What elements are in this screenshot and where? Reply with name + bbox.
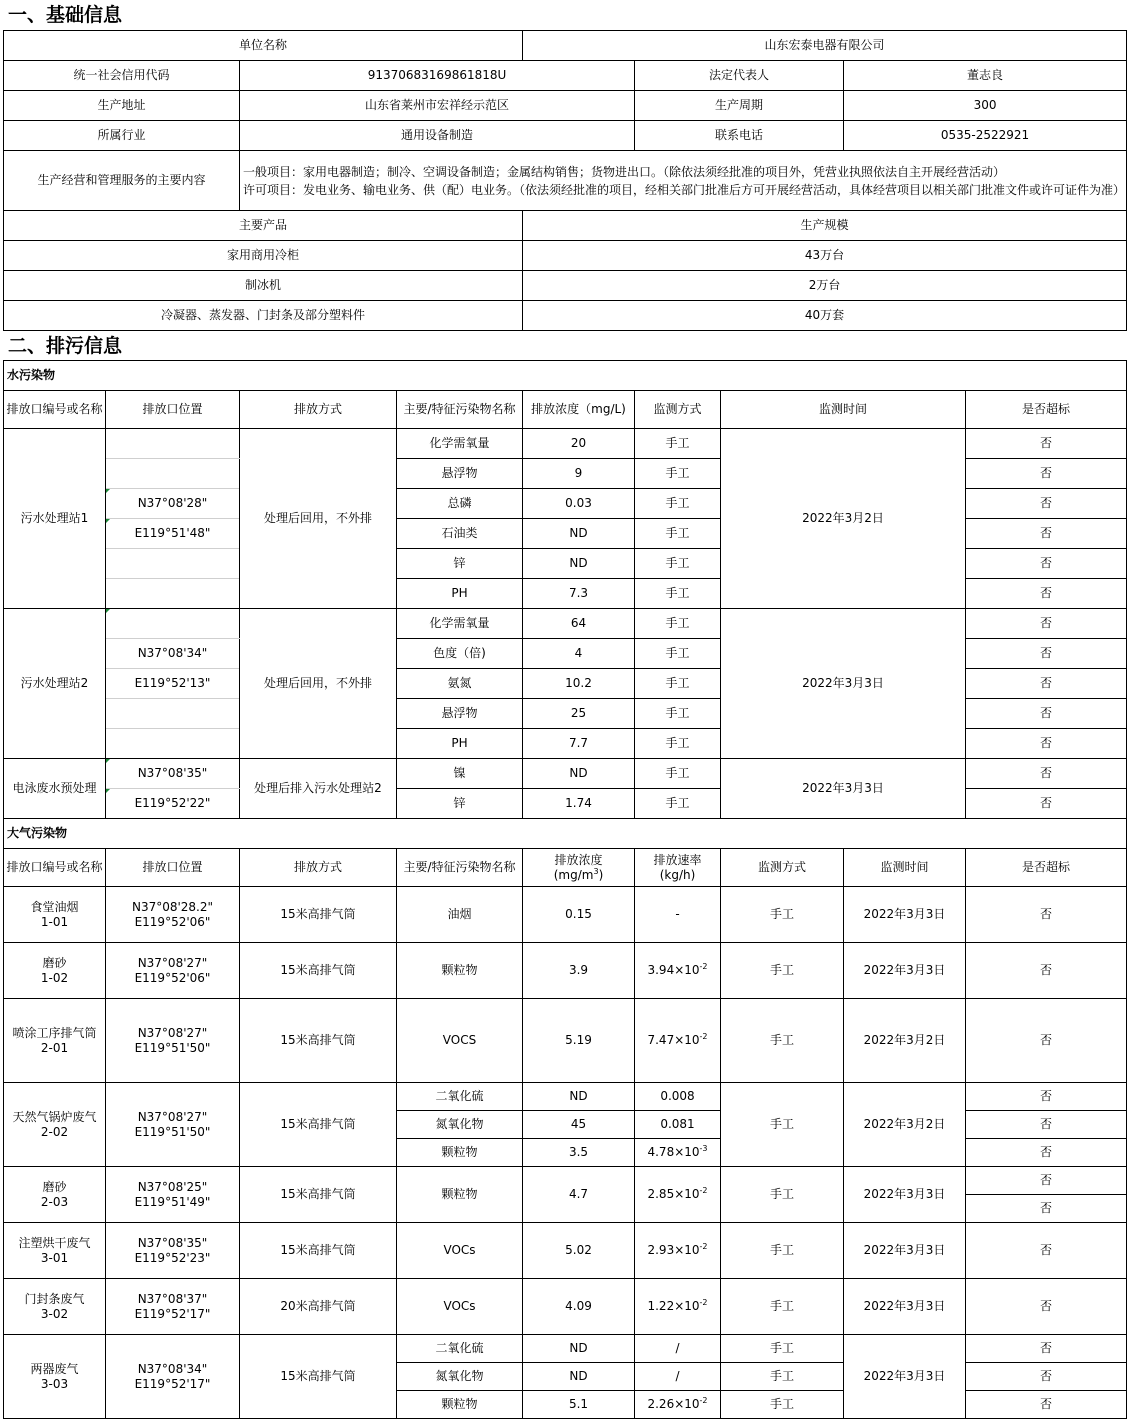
emission-rate (635, 1167, 721, 1223)
water-header-method: 排放方式 (240, 391, 397, 429)
section-title-basic: 一、基础信息 (8, 4, 123, 26)
pollutant-name: PH (397, 579, 523, 609)
scope-label: 生产经营和管理服务的主要内容 (4, 151, 240, 211)
exceed-flag: 否 (966, 699, 1127, 729)
pollutant-name: 色度（倍) (397, 639, 523, 669)
phone-value: 0535-2522921 (844, 121, 1127, 151)
monitor-mode: 手工 (721, 887, 844, 943)
location-blank (106, 699, 240, 729)
location-lon: E119°51'50" (134, 1124, 211, 1139)
pollutant-name: 镍 (397, 759, 523, 789)
monitor-mode: 手工 (635, 639, 721, 669)
exceed-flag: 否 (966, 609, 1127, 639)
water-outlet-name: 污水处理站1 (4, 429, 106, 609)
pollutant-name: 二氧化硫 (397, 1335, 523, 1363)
rate-exp: -2 (699, 962, 708, 971)
pollutant-name: VOCs (397, 1279, 523, 1335)
concentration: 5.1 (523, 1391, 635, 1419)
exceed-flag: 否 (966, 1111, 1127, 1139)
air-outlet-name (4, 1279, 106, 1335)
monitor-time: 2022年3月3日 (844, 1279, 966, 1335)
water-header-concentration: 排放浓度（mg/L) (523, 391, 635, 429)
exceed-flag: 否 (966, 1223, 1127, 1279)
monitor-mode: 手工 (721, 999, 844, 1083)
concentration: 3.9 (523, 943, 635, 999)
exceed-flag: 否 (966, 639, 1127, 669)
product-scale: 2万台 (523, 271, 1127, 301)
address-label: 生产地址 (4, 91, 240, 121)
outlet-code: 1-02 (40, 970, 69, 985)
location-blank (106, 459, 240, 489)
scope-line-2: 许可项目：发电业务、输电业务、供（配）电业务。（依法须经批准的项目，经相关部门批准后方可开展经营活动，具体经营项目以相关部门批准文件或许可证件为准） (243, 182, 1126, 197)
outlet-code: 3-02 (40, 1306, 69, 1321)
exceed-flag: 否 (966, 789, 1127, 819)
rate-exp: -2 (699, 1396, 708, 1405)
exceed-flag: 否 (966, 579, 1127, 609)
air-header-concentration (523, 849, 635, 887)
water-header-location: 排放口位置 (106, 391, 240, 429)
monitor-time: 2022年3月3日 (844, 943, 966, 999)
concentration: 20 (523, 429, 635, 459)
section-title-pollution: 二、排污信息 (8, 335, 123, 357)
monitor-mode: 手工 (635, 489, 721, 519)
monitor-time: 2022年3月3日 (844, 1335, 966, 1419)
pollutant-name: 氮氧化物 (397, 1111, 523, 1139)
monitor-time: 2022年3月3日 (844, 1223, 966, 1279)
concentration: ND (523, 759, 635, 789)
basic-info-table (3, 30, 1127, 331)
header-unit: (mg/m (553, 867, 594, 882)
location-lon: E119°52'17" (134, 1376, 211, 1391)
outlet-label: 喷涂工序排气筒 (12, 1025, 97, 1040)
pollutant-name: 颗粒物 (397, 1167, 523, 1223)
monitor-mode: 手工 (635, 549, 721, 579)
pollutant-name: 悬浮物 (397, 459, 523, 489)
monitor-time: 2022年3月3日 (844, 1167, 966, 1223)
monitor-mode: 手工 (721, 943, 844, 999)
exceed-flag: 否 (966, 459, 1127, 489)
pollutant-name: VOCS (397, 999, 523, 1083)
pollutant-name: 锌 (397, 549, 523, 579)
water-discharge-method: 处理后回用，不外排 (240, 429, 397, 609)
header-text: 排放速率 (653, 852, 702, 867)
emission-rate: / (635, 1335, 721, 1363)
unit-label: 单位名称 (4, 31, 523, 61)
rate-base: 3.94×10 (647, 963, 700, 977)
location-lat: N37°08'27" (137, 1025, 208, 1040)
monitor-mode: 手工 (721, 1083, 844, 1167)
concentration: 4.7 (523, 1167, 635, 1223)
concentration: 10.2 (523, 669, 635, 699)
product-scale: 40万套 (523, 301, 1127, 331)
location-blank (106, 579, 240, 609)
water-discharge-method: 处理后排入污水处理站2 (240, 759, 397, 819)
location-lon: E119°52'06" (134, 970, 211, 985)
concentration: 64 (523, 609, 635, 639)
exceed-flag: 否 (966, 489, 1127, 519)
monitor-mode: 手工 (721, 1223, 844, 1279)
product-name: 制冰机 (4, 271, 523, 301)
location-lon: E119°51'49" (134, 1194, 211, 1209)
outlet-label: 食堂油烟 (30, 899, 79, 914)
location-lat: N37°08'28" (106, 489, 240, 519)
header-unit-sup: 3 (593, 866, 599, 876)
concentration: ND (523, 549, 635, 579)
emission-rate: / (635, 1363, 721, 1391)
rate-base: 4.78×10 (647, 1145, 700, 1159)
monitor-mode: 手工 (721, 1279, 844, 1335)
exceed-flag: 否 (966, 429, 1127, 459)
location-lat: N37°08'28.2" (131, 899, 214, 914)
scale-header: 生产规模 (523, 211, 1127, 241)
location-lon: E119°52'06" (134, 914, 211, 929)
air-pollutant-table (3, 818, 1127, 1419)
outlet-code: 3-01 (40, 1250, 69, 1265)
industry-value: 通用设备制造 (240, 121, 635, 151)
monitor-mode: 手工 (635, 459, 721, 489)
air-discharge-method: 15米高排气筒 (240, 1223, 397, 1279)
emission-rate: - (635, 887, 721, 943)
monitor-mode: 手工 (721, 1167, 844, 1223)
pollutant-name: 颗粒物 (397, 943, 523, 999)
monitor-time: 2022年3月3日 (721, 759, 966, 819)
rate-exp: -2 (699, 1298, 708, 1307)
product-scale: 43万台 (523, 241, 1127, 271)
exceed-flag: 否 (966, 519, 1127, 549)
location-lon: E119°52'22" (106, 789, 240, 819)
concentration: ND (523, 1363, 635, 1391)
outlet-label: 门封条废气 (24, 1291, 85, 1306)
concentration: 7.7 (523, 729, 635, 759)
monitor-mode: 手工 (635, 789, 721, 819)
location-blank (106, 609, 240, 639)
rate-exp: -2 (699, 1032, 708, 1041)
location-lat: N37°08'27" (137, 955, 208, 970)
location-lat: N37°08'37" (137, 1291, 208, 1306)
air-location (106, 943, 240, 999)
monitor-mode: 手工 (635, 609, 721, 639)
emission-rate: 0.081 (635, 1111, 721, 1139)
location-blank (106, 429, 240, 459)
concentration: 4 (523, 639, 635, 669)
air-location (106, 1083, 240, 1167)
water-discharge-method: 处理后回用，不外排 (240, 609, 397, 759)
water-outlet-name: 污水处理站2 (4, 609, 106, 759)
outlet-code: 2-03 (40, 1194, 69, 1209)
air-location (106, 1279, 240, 1335)
concentration: 9 (523, 459, 635, 489)
exceed-flag: 否 (966, 1279, 1127, 1335)
air-outlet-name (4, 999, 106, 1083)
emission-rate (635, 943, 721, 999)
outlet-label: 两器废气 (30, 1361, 79, 1376)
location-lon: E119°51'50" (134, 1040, 211, 1055)
air-header-location: 排放口位置 (106, 849, 240, 887)
air-discharge-method: 15米高排气筒 (240, 1167, 397, 1223)
pollutant-name: VOCs (397, 1223, 523, 1279)
exceed-flag: 否 (966, 1167, 1127, 1195)
scope-value (240, 151, 1127, 211)
outlet-label: 磨砂 (42, 955, 67, 970)
air-subtitle: 大气污染物 (4, 819, 1127, 849)
air-location (106, 999, 240, 1083)
air-header-time: 监测时间 (844, 849, 966, 887)
monitor-time: 2022年3月2日 (844, 1083, 966, 1167)
exceed-flag: 否 (966, 1335, 1127, 1363)
product-name: 冷凝器、蒸发器、门封条及部分塑料件 (4, 301, 523, 331)
header-text: 排放浓度 (554, 852, 603, 867)
exceed-flag: 否 (966, 887, 1127, 943)
monitor-mode: 手工 (635, 759, 721, 789)
air-outlet-name (4, 887, 106, 943)
concentration: 3.5 (523, 1139, 635, 1167)
water-header-monitor: 监测方式 (635, 391, 721, 429)
rate-base: 1.22×10 (647, 1299, 700, 1313)
emission-rate (635, 1223, 721, 1279)
exceed-flag: 否 (966, 549, 1127, 579)
emission-rate (635, 1391, 721, 1419)
water-header-pollutant: 主要/特征污染物名称 (397, 391, 523, 429)
concentration: ND (523, 519, 635, 549)
air-header-method: 排放方式 (240, 849, 397, 887)
scope-line-1: 一般项目：家用电器制造；制冷、空调设备制造；金属结构销售；货物进出口。（除依法须经批准的项目外，凭营业执照依法自主开展经营活动） (243, 164, 1006, 179)
pollutant-name: 氨氮 (397, 669, 523, 699)
rate-base: 2.85×10 (647, 1187, 700, 1201)
concentration: ND (523, 1083, 635, 1111)
header-unit-close: ) (598, 867, 604, 882)
water-header-outlet: 排放口编号或名称 (4, 391, 106, 429)
emission-rate (635, 1279, 721, 1335)
exceed-flag: 否 (966, 1139, 1127, 1167)
rate-exp: -3 (699, 1144, 708, 1153)
air-header-exceed: 是否超标 (966, 849, 1127, 887)
concentration: 0.03 (523, 489, 635, 519)
monitor-mode: 手工 (635, 729, 721, 759)
pollutant-name: 颗粒物 (397, 1391, 523, 1419)
exceed-flag: 否 (966, 1083, 1127, 1111)
monitor-mode: 手工 (721, 1391, 844, 1419)
exceed-flag: 否 (966, 1391, 1127, 1419)
credit-value: 91370683169861818U (240, 61, 635, 91)
monitor-mode: 手工 (721, 1335, 844, 1363)
air-outlet-name (4, 1335, 106, 1419)
location-lat: N37°08'35" (106, 759, 240, 789)
legal-label: 法定代表人 (635, 61, 844, 91)
air-header-rate (635, 849, 721, 887)
legal-value: 董志良 (844, 61, 1127, 91)
concentration: 5.19 (523, 999, 635, 1083)
exceed-flag: 否 (966, 943, 1127, 999)
air-discharge-method: 15米高排气筒 (240, 999, 397, 1083)
rate-exp: -2 (699, 1186, 708, 1195)
air-header-monitor: 监测方式 (721, 849, 844, 887)
outlet-label: 天然气锅炉废气 (12, 1109, 97, 1124)
concentration: 7.3 (523, 579, 635, 609)
rate-base: 2.93×10 (647, 1243, 700, 1257)
concentration: ND (523, 1335, 635, 1363)
rate-exp: -2 (699, 1242, 708, 1251)
pollutant-name: 总磷 (397, 489, 523, 519)
monitor-time: 2022年3月3日 (844, 887, 966, 943)
pollutant-name: 化学需氧量 (397, 609, 523, 639)
outlet-label: 磨砂 (42, 1179, 67, 1194)
monitor-mode: 手工 (635, 519, 721, 549)
concentration: 1.74 (523, 789, 635, 819)
pollutant-name: 氮氧化物 (397, 1363, 523, 1391)
air-outlet-name (4, 1167, 106, 1223)
rate-base: 7.47×10 (647, 1033, 700, 1047)
location-lon: E119°51'48" (106, 519, 240, 549)
emission-rate (635, 1139, 721, 1167)
air-outlet-name (4, 943, 106, 999)
product-name: 家用商用冷柜 (4, 241, 523, 271)
location-lat: N37°08'35" (137, 1235, 208, 1250)
address-value: 山东省莱州市宏祥经示范区 (240, 91, 635, 121)
exceed-flag: 否 (966, 729, 1127, 759)
location-lon: E119°52'17" (134, 1306, 211, 1321)
pollutant-name: 化学需氧量 (397, 429, 523, 459)
monitor-time: 2022年3月2日 (844, 999, 966, 1083)
concentration: 4.09 (523, 1279, 635, 1335)
exceed-flag: 否 (966, 1195, 1127, 1223)
pollutant-name: PH (397, 729, 523, 759)
location-lon: E119°52'23" (134, 1250, 211, 1265)
exceed-flag: 否 (966, 669, 1127, 699)
exceed-flag: 否 (966, 1363, 1127, 1391)
monitor-mode: 手工 (635, 669, 721, 699)
location-blank (106, 549, 240, 579)
water-outlet-name: 电泳废水预处理 (4, 759, 106, 819)
industry-label: 所属行业 (4, 121, 240, 151)
air-location (106, 1223, 240, 1279)
emission-rate: 0.008 (635, 1083, 721, 1111)
pollutant-name: 悬浮物 (397, 699, 523, 729)
monitor-mode: 手工 (721, 1363, 844, 1391)
pollutant-name: 颗粒物 (397, 1139, 523, 1167)
rate-base: 2.26×10 (647, 1397, 700, 1411)
concentration: 25 (523, 699, 635, 729)
period-value: 300 (844, 91, 1127, 121)
concentration: 5.02 (523, 1223, 635, 1279)
location-blank (106, 729, 240, 759)
air-outlet-name (4, 1223, 106, 1279)
water-header-exceed: 是否超标 (966, 391, 1127, 429)
outlet-code: 2-02 (40, 1124, 69, 1139)
monitor-mode: 手工 (635, 429, 721, 459)
air-header-outlet: 排放口编号或名称 (4, 849, 106, 887)
header-unit: (kg/h) (659, 867, 696, 882)
period-label: 生产周期 (635, 91, 844, 121)
air-discharge-method: 15米高排气筒 (240, 1335, 397, 1419)
air-location (106, 887, 240, 943)
outlet-label: 注塑烘干废气 (18, 1235, 91, 1250)
water-pollutant-table (3, 360, 1127, 819)
location-lat: N37°08'27" (137, 1109, 208, 1124)
emission-rate (635, 999, 721, 1083)
pollutant-name: 二氧化硫 (397, 1083, 523, 1111)
monitor-mode: 手工 (635, 699, 721, 729)
outlet-code: 3-03 (40, 1376, 69, 1391)
unit-value: 山东宏泰电器有限公司 (523, 31, 1127, 61)
location-lat: N37°08'25" (137, 1179, 208, 1194)
concentration: 0.15 (523, 887, 635, 943)
air-header-pollutant: 主要/特征污染物名称 (397, 849, 523, 887)
air-discharge-method: 15米高排气筒 (240, 943, 397, 999)
water-subtitle: 水污染物 (4, 361, 1127, 391)
phone-label: 联系电话 (635, 121, 844, 151)
concentration: 45 (523, 1111, 635, 1139)
air-discharge-method: 15米高排气筒 (240, 887, 397, 943)
monitor-time: 2022年3月3日 (721, 609, 966, 759)
air-outlet-name (4, 1083, 106, 1167)
pollutant-name: 锌 (397, 789, 523, 819)
air-location (106, 1335, 240, 1419)
air-location (106, 1167, 240, 1223)
location-lat: N37°08'34" (106, 639, 240, 669)
credit-label: 统一社会信用代码 (4, 61, 240, 91)
monitor-time: 2022年3月2日 (721, 429, 966, 609)
exceed-flag: 否 (966, 759, 1127, 789)
pollutant-name: 石油类 (397, 519, 523, 549)
water-header-time: 监测时间 (721, 391, 966, 429)
air-discharge-method: 15米高排气筒 (240, 1083, 397, 1167)
location-lat: N37°08'34" (137, 1361, 208, 1376)
product-header: 主要产品 (4, 211, 523, 241)
air-discharge-method: 20米高排气筒 (240, 1279, 397, 1335)
pollutant-name: 油烟 (397, 887, 523, 943)
exceed-flag: 否 (966, 999, 1127, 1083)
outlet-code: 2-01 (40, 1040, 69, 1055)
monitor-mode: 手工 (635, 579, 721, 609)
outlet-code: 1-01 (40, 914, 69, 929)
location-lon: E119°52'13" (106, 669, 240, 699)
